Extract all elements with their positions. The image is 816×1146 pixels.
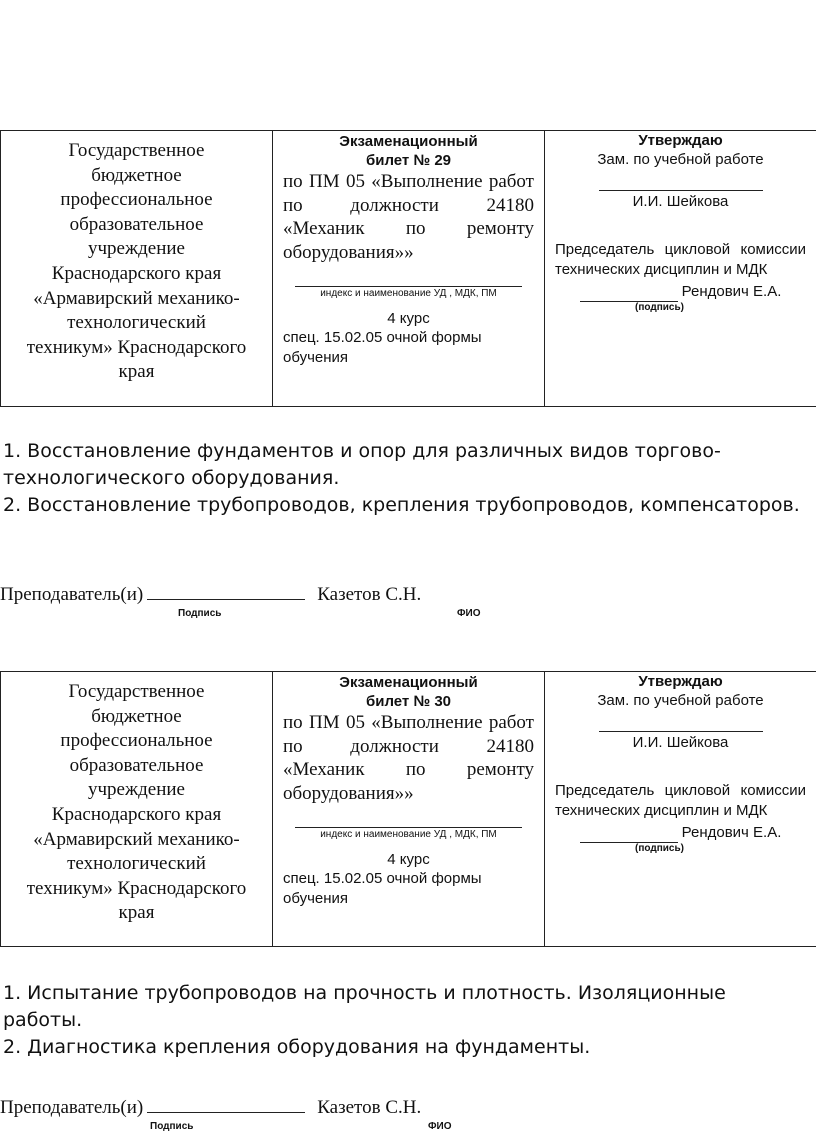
subject-caption: индекс и наименование УД , МДК, ПМ: [320, 829, 497, 840]
fio-caption: ФИО: [428, 1121, 452, 1132]
chair-text: Председатель цикловой комиссии технических дисциплин и МДК: [555, 241, 806, 278]
teacher-signature-line: [147, 1096, 305, 1113]
spec-text: спец. 15.02.05 очной формы обучения: [283, 329, 482, 366]
institution-cell: [1, 131, 273, 407]
chair-signature-line: [580, 826, 678, 843]
question-item: 2. Восстановление трубопроводов, крепления трубопроводов, компенсаторов.: [3, 494, 800, 516]
institution-name: Государственное бюджетное профессиональное образовательное учреждение Краснодарского края «Армавирский механико- технологический техникум» Краснодарского края: [26, 681, 247, 924]
director-name: И.И. Шейкова: [632, 734, 729, 751]
teacher-label: Преподаватель(и): [0, 1097, 144, 1118]
teacher-name: Казетов С.Н.: [317, 1097, 422, 1118]
chair-signature: [555, 823, 806, 843]
director-name: И.И. Шейкова: [632, 193, 729, 210]
chair-text: Председатель цикловой комиссии технических дисциплин и МДК: [555, 782, 806, 819]
signature-caption: (подпись): [635, 843, 684, 854]
question-item: 1. Испытание трубопроводов на прочность и плотность. Изоляционные работы.: [3, 982, 726, 1031]
sign-caption: Подпись: [178, 608, 222, 619]
ticket-heading: Экзаменационный: [339, 674, 478, 691]
ticket-info-cell: [273, 672, 545, 947]
ticket-header-table: [0, 671, 816, 947]
ticket-info-cell: [273, 131, 545, 407]
teacher-label: Преподаватель(и): [0, 584, 144, 605]
sign-caption: Подпись: [150, 1121, 194, 1132]
spec-text: спец. 15.02.05 очной формы обучения: [283, 870, 482, 907]
course-label: 4 курс: [387, 851, 430, 868]
question-item: 2. Диагностика крепления оборудования на фундаменты.: [3, 1036, 591, 1058]
approve-label: Утверждаю: [638, 132, 723, 149]
signature-caption: (подпись): [635, 302, 684, 313]
subject-text: по ПМ 05 «Выполнение работ по должности 24180 «Механик по ремонту оборудования»»: [283, 712, 534, 804]
ticket-number: билет № 30: [365, 693, 452, 710]
teacher-signature-row: [0, 1096, 421, 1119]
course-label: 4 курс: [387, 310, 430, 327]
subject-text: по ПМ 05 «Выполнение работ по должности 24180 «Механик по ремонту оборудования»»: [283, 171, 534, 263]
approval-cell: [545, 131, 816, 407]
ticket-heading: Экзаменационный: [339, 133, 478, 150]
deputy-title: Зам. по учебной работе: [597, 692, 764, 709]
approval-cell: [545, 672, 816, 947]
teacher-name: Казетов С.Н.: [317, 584, 422, 605]
teacher-signature-line: [147, 583, 305, 600]
approve-label: Утверждаю: [638, 673, 723, 690]
director-signature-line: [599, 731, 763, 732]
institution-cell: [1, 672, 273, 947]
deputy-title: Зам. по учебной работе: [597, 151, 764, 168]
institution-name: Государственное бюджетное профессиональное образовательное учреждение Краснодарского края «Армавирский механико- технологический техникум» Краснодарского края: [26, 140, 247, 383]
teacher-signature-row: [0, 583, 421, 606]
chair-name: Рендович Е.А.: [681, 283, 782, 300]
ticket-header-table: [0, 130, 816, 407]
chair-signature: [555, 282, 806, 302]
chair-name: Рендович Е.А.: [681, 824, 782, 841]
director-signature-line: [599, 190, 763, 191]
subject-caption: индекс и наименование УД , МДК, ПМ: [320, 288, 497, 299]
ticket-number: билет № 29: [365, 152, 452, 169]
fio-caption: ФИО: [457, 608, 481, 619]
question-list: [3, 980, 803, 1061]
question-list: [3, 438, 803, 519]
chair-signature-line: [580, 285, 678, 302]
question-item: 1. Восстановление фундаментов и опор для различных видов торгово-технологического оборудования.: [3, 440, 721, 489]
